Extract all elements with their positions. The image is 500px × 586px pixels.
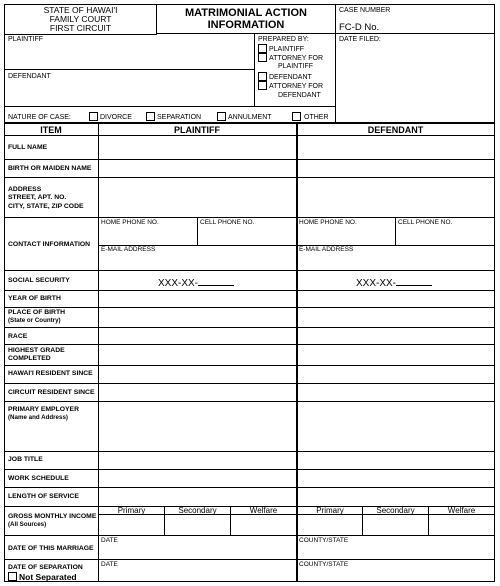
plaintiff-employer-field[interactable] [99,402,295,451]
case-prefix: FC-D No. [339,22,380,33]
nature-option-divorce: DIVORCE [100,114,132,121]
defendant-income-secondary-label: Secondary [376,506,415,515]
defendant-home-phone-field[interactable] [298,227,394,244]
defendant-ssn-blank [396,277,432,286]
defendant-grade-field[interactable] [298,345,494,365]
defendant-full-name-field[interactable] [298,136,494,159]
plaintiff-ssn-blank [198,277,234,286]
row-label-place-of-birth-2: (State or Country) [8,317,61,324]
separation-date-label: DATE [101,561,118,568]
divorce-checkbox[interactable] [89,112,98,121]
plaintiff-name-field[interactable] [5,44,254,69]
row-label-marriage-date: DATE OF THIS MARRIAGE [8,545,94,552]
plaintiff-place-of-birth-field[interactable] [99,308,295,327]
defendant-place-of-birth-field[interactable] [298,308,494,327]
defendant-ssn-prefix: XXX-XX- [356,278,397,289]
row-label-length-of-service: LENGTH OF SERVICE [8,493,79,500]
prepared-option-defendant: DEFENDANT [269,74,312,81]
not-separated-label: Not Separated [19,572,77,582]
row-label-ssn: SOCIAL SECURITY [8,277,70,284]
row-label-separation-date: DATE OF SEPARATION [8,564,83,571]
plaintiff-income-primary-label: Primary [117,506,146,515]
prepared-option-attorney-for-defendant: ATTORNEY FOR [269,83,324,90]
plaintiff-job-title-field[interactable] [99,452,295,469]
prepared-option-attorney-for-plaintiff: ATTORNEY FOR [269,55,324,62]
separation-checkbox[interactable] [146,112,155,121]
defendant-email-field[interactable] [298,255,494,270]
col-plaintiff-header: PLAINTIFF [174,125,220,135]
plaintiff-income-primary-field[interactable] [99,515,164,535]
prepared-option-attorney-defendant-2: DEFENDANT [278,92,321,99]
defendant-home-phone-label: HOME PHONE NO. [299,219,357,226]
defendant-email-label: E-MAIL ADDRESS [299,246,354,253]
plaintiff-length-of-service-field[interactable] [99,488,295,506]
form-title-line-2: INFORMATION [207,19,285,31]
plaintiff-full-name-field[interactable] [99,136,295,159]
plaintiff-income-secondary-field[interactable] [165,515,230,535]
defendant-year-of-birth-field[interactable] [298,291,494,307]
defendant-cell-phone-field[interactable] [396,227,494,244]
defendant-income-primary-label: Primary [316,506,344,515]
defendant-work-schedule-field[interactable] [298,470,494,487]
plaintiff-email-field[interactable] [99,255,295,270]
defendant-address-field[interactable] [298,178,494,217]
defendant-cell-phone-label: CELL PHONE NO. [398,219,453,226]
defendant-income-welfare-field[interactable] [429,515,494,535]
nature-of-case-label: NATURE OF CASE: [8,114,71,121]
separation-date-field[interactable] [99,569,295,581]
plaintiff-ssn-prefix: XXX-XX- [158,278,199,289]
plaintiff-income-welfare-field[interactable] [231,515,296,535]
court-line-3: FIRST CIRCUIT [49,23,112,33]
defendant-ssn-field[interactable] [356,277,432,289]
row-label-full-name: FULL NAME [8,144,48,151]
plaintiff-cell-phone-label: CELL PHONE NO. [200,219,255,226]
annulment-checkbox[interactable] [217,112,226,121]
defendant-birth-name-field[interactable] [298,160,494,177]
case-number-label: CASE NUMBER [339,7,391,14]
marriage-date-label: DATE [101,537,118,544]
form-title-line-1: MATRIMONIAL ACTION [184,7,307,19]
date-filed-label: DATE FILED: [339,36,381,43]
row-label-hawaii-resident: HAWAI'I RESIDENT SINCE [8,370,93,377]
nature-option-separation: SEPARATION [157,114,202,121]
marriage-county-state-label: COUNTY/STATE [299,537,349,544]
prepared-defendant-checkbox[interactable] [258,72,267,81]
row-label-grade-1: HIGHEST GRADE [8,347,65,354]
plaintiff-race-field[interactable] [99,328,295,344]
plaintiff-ssn-field[interactable] [158,277,234,289]
row-label-employer-1: PRIMARY EMPLOYER [8,406,79,413]
separation-county-state-field[interactable] [298,569,494,581]
row-label-income-2: (All Sources) [8,521,47,528]
row-label-employer-2: (Name and Address) [8,414,68,421]
col-item-header: ITEM [40,125,62,135]
plaintiff-hawaii-resident-field[interactable] [99,366,295,383]
prepared-by-label: PREPARED BY: [258,36,309,43]
header-defendant-label: DEFENDANT [8,73,51,80]
defendant-employer-field[interactable] [298,402,494,451]
header-plaintiff-label: PLAINTIFF [8,36,44,43]
prepared-attorney-plaintiff-checkbox[interactable] [258,53,267,62]
row-label-year-of-birth: YEAR OF BIRTH [8,295,61,302]
prepared-option-attorney-plaintiff-2: PLAINTIFF [278,63,314,70]
plaintiff-grade-field[interactable] [99,345,295,365]
row-label-job-title: JOB TITLE [8,456,43,463]
defendant-length-of-service-field[interactable] [298,488,494,506]
row-label-birth-name: BIRTH OR MAIDEN NAME [8,165,92,172]
plaintiff-home-phone-field[interactable] [99,227,196,244]
defendant-race-field[interactable] [298,328,494,344]
nature-option-other: OTHER [304,114,329,121]
plaintiff-cell-phone-field[interactable] [198,227,295,244]
marriage-date-field[interactable] [99,545,295,559]
plaintiff-work-schedule-field[interactable] [99,470,295,487]
other-checkbox[interactable] [292,112,301,121]
plaintiff-circuit-resident-field[interactable] [99,384,295,401]
defendant-income-secondary-field[interactable] [363,515,428,535]
defendant-job-title-field[interactable] [298,452,494,469]
row-label-address-3: CITY, STATE, ZIP CODE [8,203,84,210]
court-line-1: STATE OF HAWAI'I [43,5,118,15]
plaintiff-year-of-birth-field[interactable] [99,291,295,307]
prepared-option-plaintiff: PLAINTIFF [269,46,305,53]
col-defendant-header: DEFENDANT [367,125,424,135]
row-label-contact: CONTACT INFORMATION [8,241,91,248]
prepared-attorney-defendant-checkbox[interactable] [258,81,267,90]
plaintiff-email-label: E-MAIL ADDRESS [101,246,156,253]
defendant-circuit-resident-field[interactable] [298,384,494,401]
prepared-plaintiff-checkbox[interactable] [258,44,267,53]
plaintiff-home-phone-label: HOME PHONE NO. [101,219,159,226]
row-label-income-1: GROSS MONTHLY INCOME [8,513,97,520]
row-label-address-2: STREET, APT. NO. [8,194,67,201]
row-label-race: RACE [8,333,28,340]
court-line-2: FAMILY COURT [49,14,112,24]
nature-option-annulment: ANNULMENT [228,114,272,121]
defendant-hawaii-resident-field[interactable] [298,366,494,383]
defendant-income-welfare-label: Welfare [447,506,476,515]
defendant-income-primary-field[interactable] [298,515,362,535]
row-label-work-schedule: WORK SCHEDULE [8,475,69,482]
row-label-place-of-birth-1: PLACE OF BIRTH [8,309,66,316]
separation-county-state-label: COUNTY/STATE [299,561,349,568]
row-label-circuit-resident: CIRCUIT RESIDENT SINCE [8,389,95,396]
defendant-name-field[interactable] [5,82,254,106]
row-label-address-1: ADDRESS [8,186,42,193]
plaintiff-address-field[interactable] [99,178,295,217]
not-separated-checkbox[interactable] [8,572,17,581]
plaintiff-income-welfare-label: Welfare [249,506,278,515]
plaintiff-birth-name-field[interactable] [99,160,295,177]
marriage-county-state-field[interactable] [298,545,494,559]
plaintiff-income-secondary-label: Secondary [178,506,217,515]
row-label-grade-2: COMPLETED [8,355,51,362]
